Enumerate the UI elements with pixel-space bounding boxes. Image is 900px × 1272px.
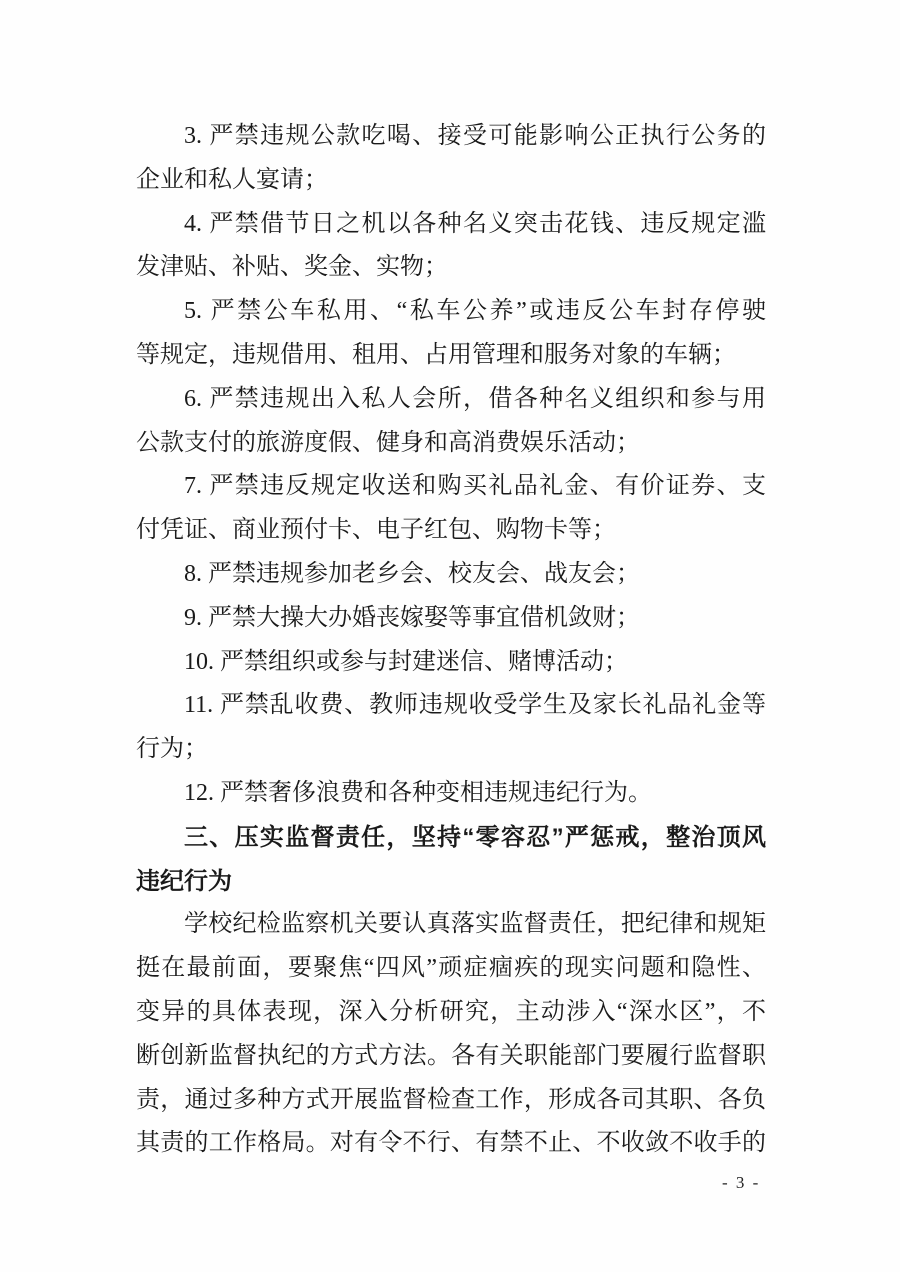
line-item4-2: 发津贴、补贴、奖金、实物； xyxy=(136,254,448,281)
line-section3-heading-1: 三、压实监督责任，坚持“零容忍”严惩戒，整治顶风 xyxy=(184,823,766,851)
line-section3-heading-2: 违纪行为 xyxy=(136,867,232,895)
line-item9: 9. 严禁大操大办婚丧嫁娶等事宜借机敛财； xyxy=(184,604,640,631)
line-item5-2: 等规定，违规借用、租用、占用管理和服务对象的车辆； xyxy=(136,341,736,368)
line-item7-1: 7. 严禁违反规定收送和购买礼品礼金、有价证券、支 xyxy=(184,473,766,500)
line-paragraph-2: 挺在最前面，要聚焦“四风”顽症痼疾的现实问题和隐性、 xyxy=(136,955,766,982)
line-item11-1: 11. 严禁乱收费、教师违规收受学生及家长礼品礼金等 xyxy=(184,692,766,719)
line-paragraph-4: 断创新监督执纪的方式方法。各有关职能部门要履行监督职 xyxy=(136,1042,766,1069)
line-item6-1: 6. 严禁违规出入私人会所，借各种名义组织和参与用 xyxy=(184,385,766,412)
line-item11-2: 行为； xyxy=(136,736,208,763)
line-paragraph-3: 变异的具体表现，深入分析研究，主动涉入“深水区”，不 xyxy=(136,998,766,1025)
line-paragraph-1: 学校纪检监察机关要认真落实监督责任，把纪律和规矩 xyxy=(184,911,766,938)
line-item5-1: 5. 严禁公车私用、“私车公养”或违反公车封存停驶 xyxy=(184,298,766,325)
line-item10: 10. 严禁组织或参与封建迷信、赌博活动； xyxy=(184,648,628,675)
line-item8: 8. 严禁违规参加老乡会、校友会、战友会； xyxy=(184,560,640,587)
line-item3-1: 3. 严禁违规公款吃喝、接受可能影响公正执行公务的 xyxy=(184,123,766,149)
line-item3-2: 企业和私人宴请； xyxy=(136,166,328,193)
line-item4-1: 4. 严禁借节日之机以各种名义突击花钱、违反规定滥 xyxy=(184,210,766,237)
line-item12: 12. 严禁奢侈浪费和各种变相违规违纪行为。 xyxy=(184,779,652,806)
line-item6-2: 公款支付的旅游度假、健身和高消费娱乐活动； xyxy=(136,429,640,456)
page-number: - 3 - xyxy=(722,1173,761,1192)
line-paragraph-6: 其责的工作格局。对有令不行、有禁不止、不收敛不收手的 xyxy=(136,1130,766,1157)
line-item7-2: 付凭证、商业预付卡、电子红包、购物卡等； xyxy=(136,517,616,544)
document-body xyxy=(136,115,766,1166)
line-paragraph-5: 责，通过多种方式开展监督检查工作，形成各司其职、各负 xyxy=(136,1086,766,1113)
